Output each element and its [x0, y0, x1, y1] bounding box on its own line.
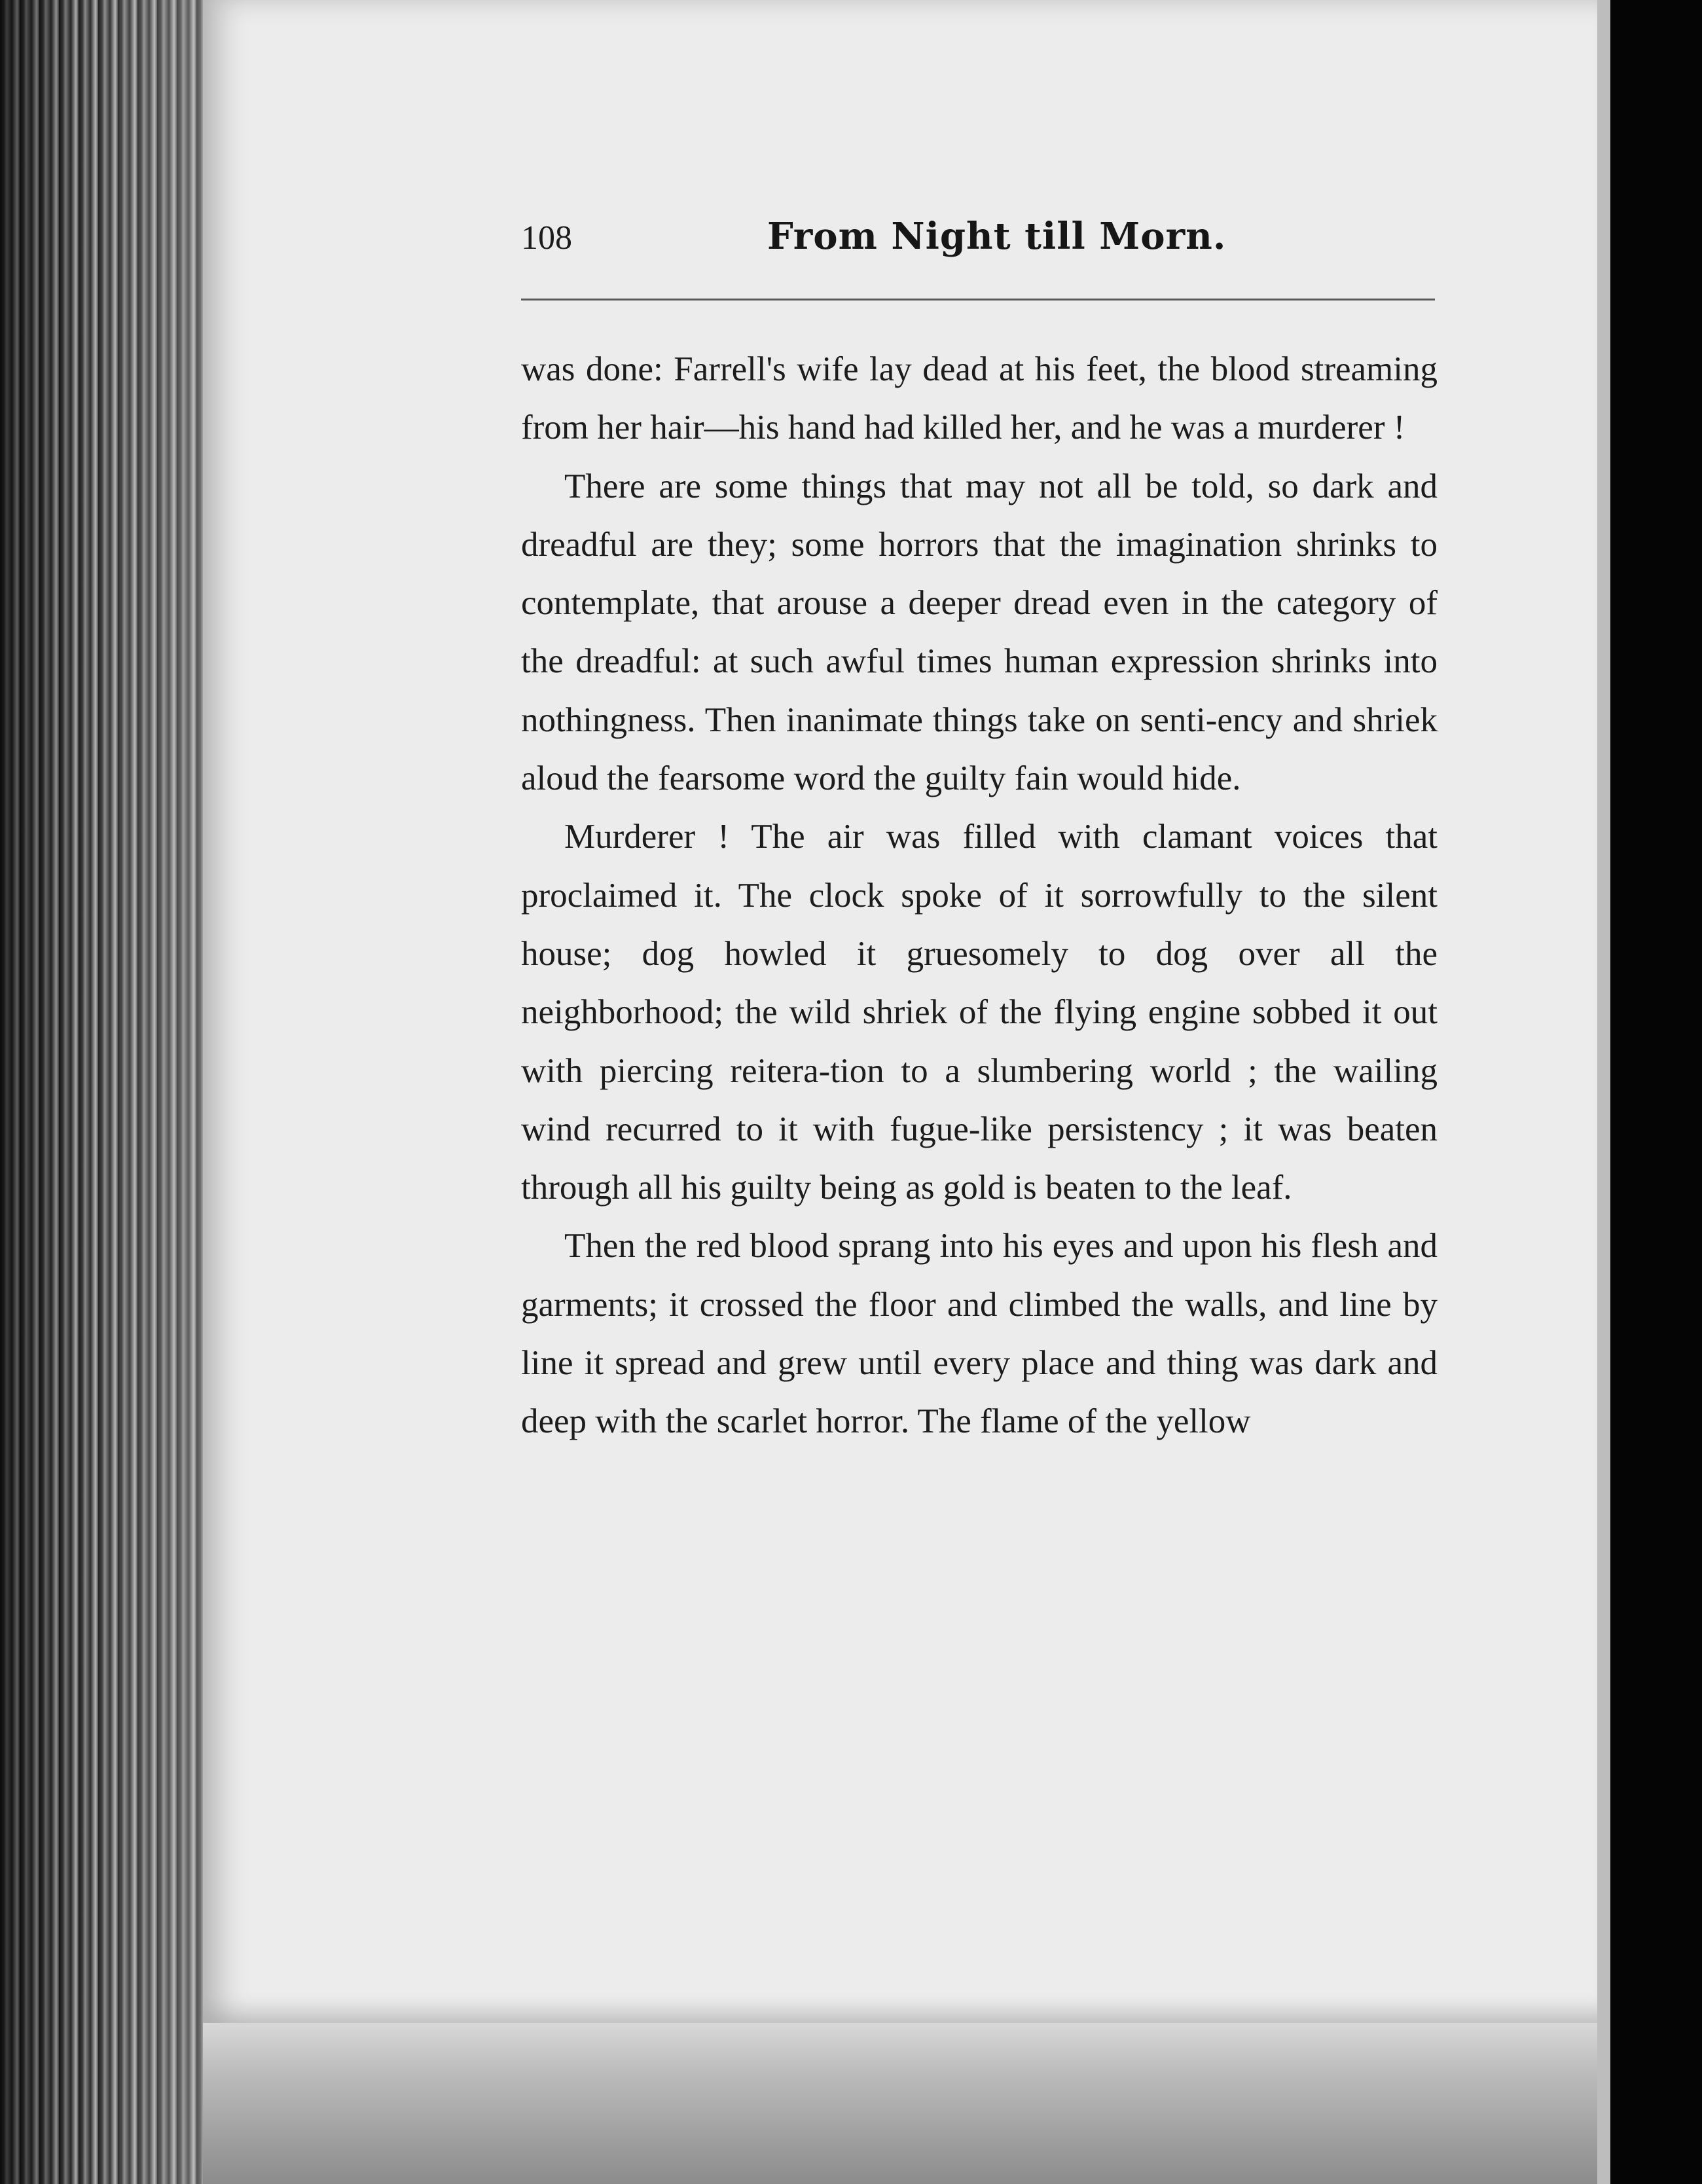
- running-header: [521, 209, 1438, 282]
- stacked-page-edges: [0, 0, 209, 2184]
- page-number: 108: [521, 219, 572, 257]
- scan-background-right: [1610, 0, 1702, 2184]
- paragraph-continued: was done: Farrell's wife lay dead at his feet, the blood streaming from her hair—his hand had killed her, and he was a murderer !: [521, 350, 1438, 447]
- paragraph: There are some things that may not all be told, so dark and dreadful are they; some horrors that the imagination shrinks to contemplate, that arouse a deeper dread even in the category of the dreadful: at such awful times human expression shrinks into nothingness. Then inanimate things take on senti-ency and shriek aloud the fearsome word the guilty fain would hide.: [521, 467, 1438, 798]
- page-right-edge: [1597, 0, 1610, 2184]
- page-bottom-shadow: [203, 2023, 1610, 2184]
- paragraph: Then the red blood sprang into his eyes and upon his flesh and garments; it crossed the floor and climbed the walls, and line by line it spread and grew until every place and thing was dark and deep with the scarlet horror. The flame of the yellow: [521, 1227, 1438, 1441]
- running-title: From Night till Morn.: [767, 215, 1227, 258]
- paragraph: Murderer ! The air was filled with clamant voices that proclaimed it. The clock spoke of it sorrowfully to the silent house; dog howled it gruesomely to dog over all the neighborhood; the wild shriek of the flying engine sobbed it out with piercing reitera-tion to a slumbering world ; the wailing wind recurred to it with fugue-like persistency ; it was beaten through all his guilty being as gold is beaten to the leaf.: [521, 818, 1438, 1207]
- body-text: [521, 340, 1438, 1451]
- header-rule: [521, 299, 1435, 300]
